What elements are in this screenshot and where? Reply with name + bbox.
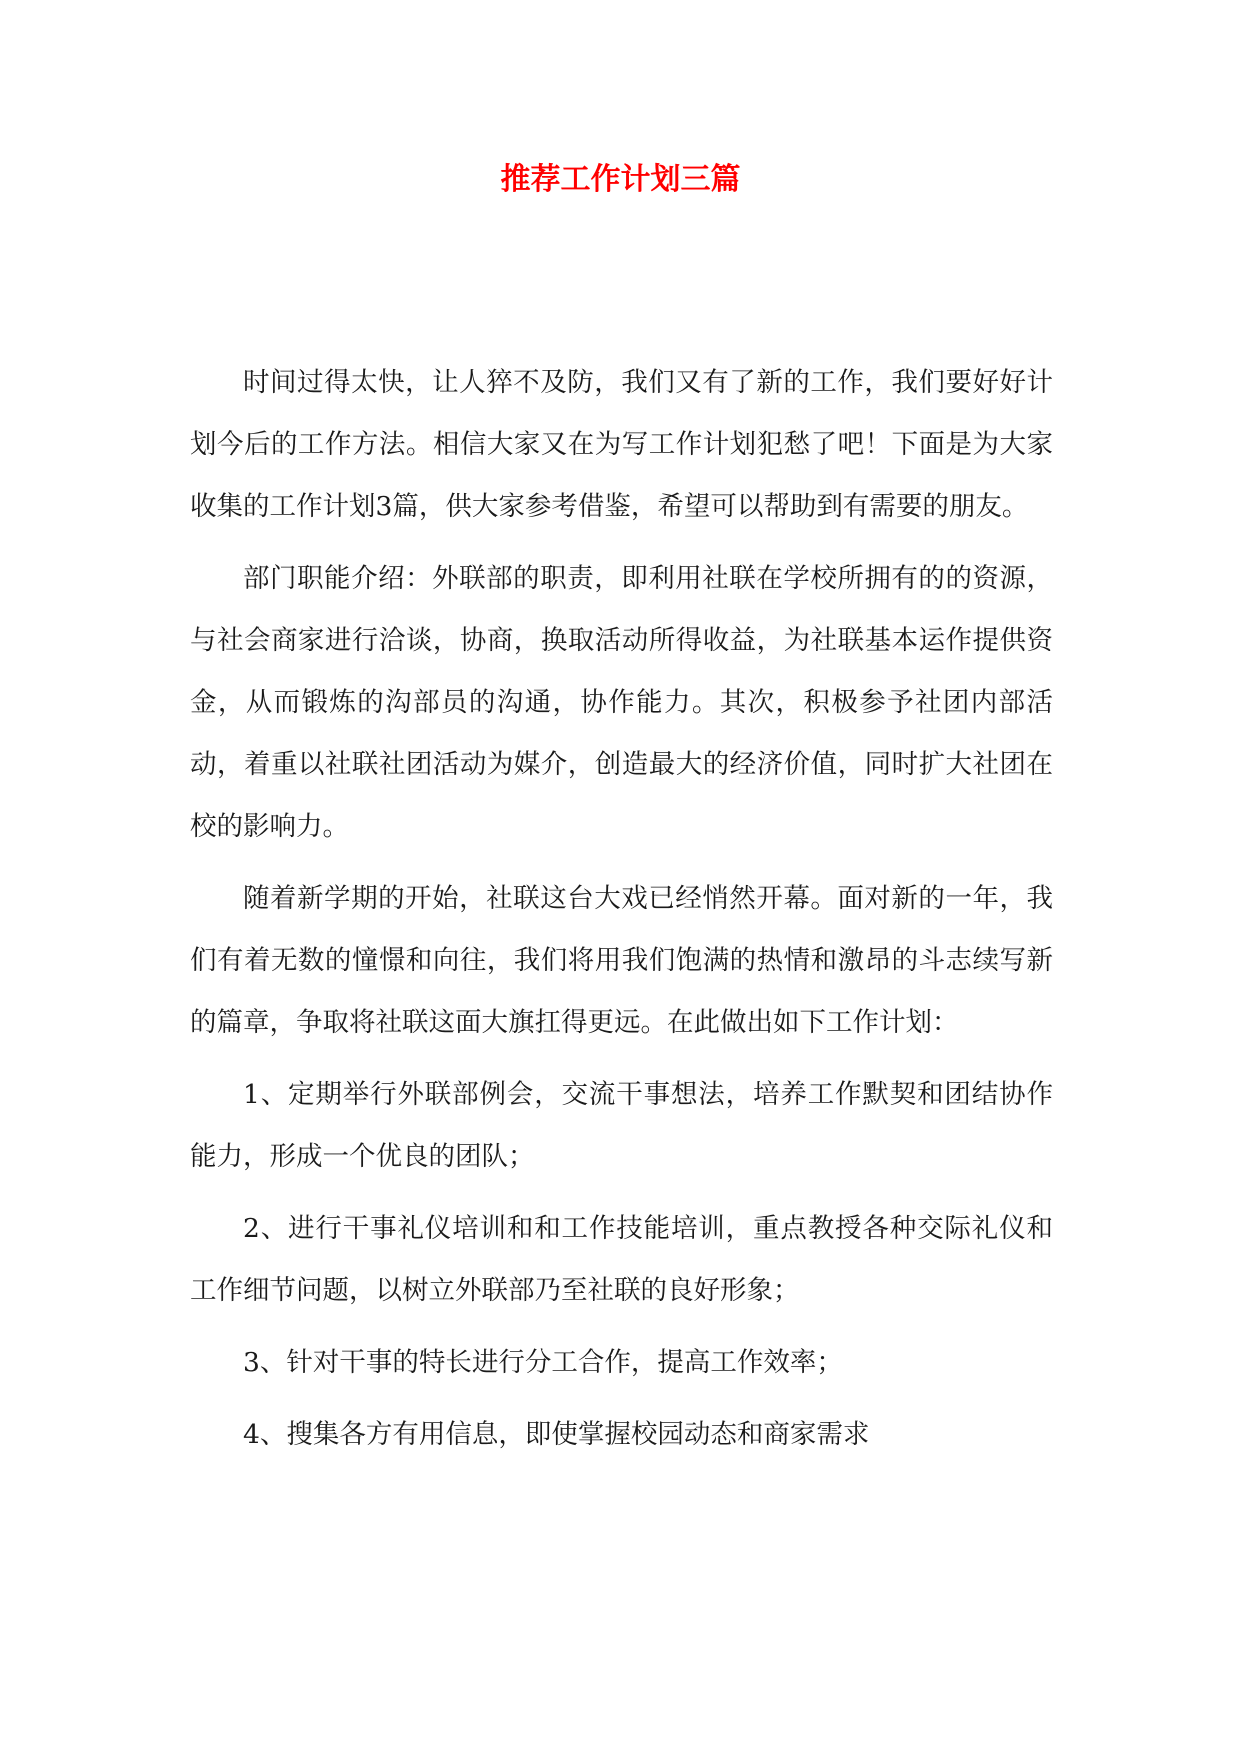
intro-paragraph: 时间过得太快，让人猝不及防，我们又有了新的工作，我们要好好计划今后的工作方法。相信大家又在为写工作计划犯愁了吧！下面是为大家收集的工作计划3篇，供大家参考借鉴，希望可以帮助到有需要的朋友。 (190, 367, 1053, 522)
document-title: 推荐工作计划三篇 (500, 162, 741, 197)
plan-item-4: 4、搜集各方有用信息，即使掌握校园动态和商家需求 (243, 1419, 870, 1450)
department-intro-paragraph: 部门职能介绍：外联部的职责，即利用社联在学校所拥有的的资源，与社会商家进行洽谈，协商，换取活动所得收益，为社联基本运作提供资金，从而锻炼的沟部员的沟通，协作能力。其次，积极参予社团内部活动，着重以社联社团活动为媒介，创造最大的经济价值，同时扩大社团在校的影响力。 (190, 563, 1053, 842)
plan-item-2: 2、进行干事礼仪培训和和工作技能培训，重点教授各种交际礼仪和工作细节问题，以树立外联部乃至社联的良好形象； (190, 1213, 1053, 1306)
new-semester-paragraph: 随着新学期的开始，社联这台大戏已经悄然开幕。面对新的一年，我们有着无数的憧憬和向往，我们将用我们饱满的热情和激昂的斗志续写新的篇章，争取将社联这面大旗扛得更远。在此做出如下工作计划： (190, 883, 1053, 1038)
document-body (190, 352, 1053, 1476)
plan-item-3: 3、针对干事的特长进行分工合作，提高工作效率； (243, 1347, 843, 1378)
plan-item-1: 1、定期举行外联部例会，交流干事想法，培养工作默契和团结协作能力，形成一个优良的团队； (190, 1079, 1053, 1172)
